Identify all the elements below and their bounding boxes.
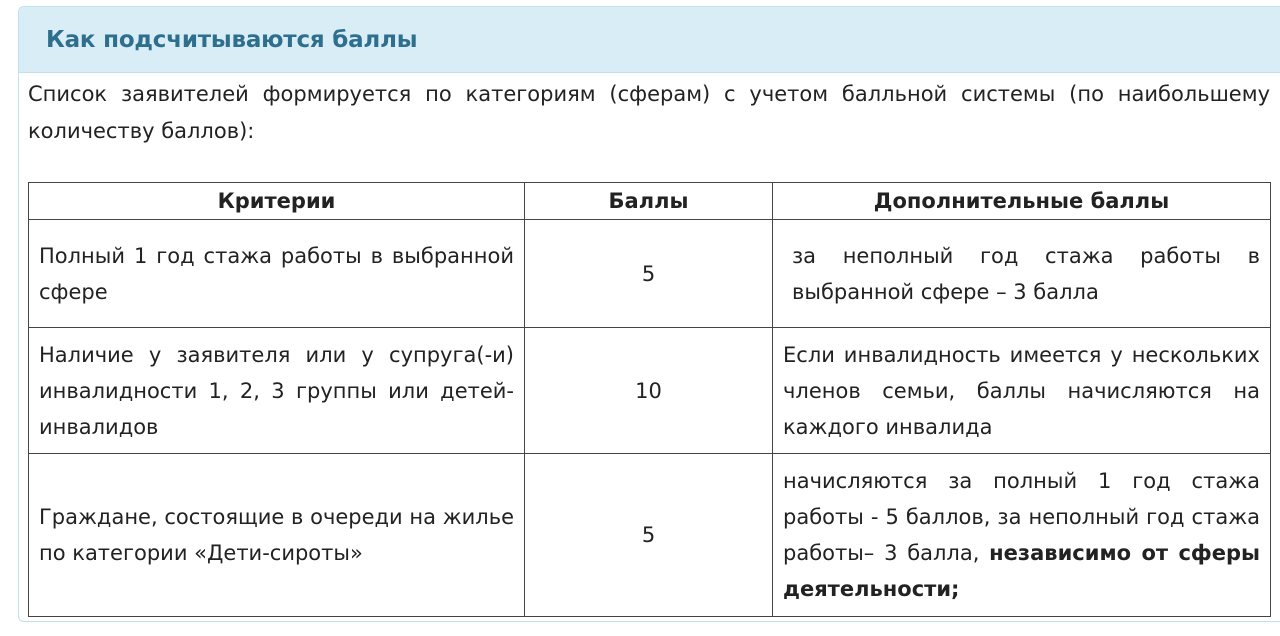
column-header-criteria: Критерии — [29, 183, 525, 220]
table-header-row — [29, 183, 1271, 220]
scoring-table — [28, 182, 1271, 617]
column-header-extra-points: Дополнительные баллы — [773, 183, 1271, 220]
criterion-cell: Граждане, состоящие в очереди на жилье по категории «Дети-сироты» — [29, 454, 525, 617]
table-row — [29, 454, 1271, 617]
points-cell: 10 — [525, 328, 773, 454]
intro-text: Список заявителей формируется по категориям (сферам) с учетом балльной системы (по наибольшему количеству баллов): — [28, 82, 1270, 143]
panel-title: Как подсчитываются баллы — [46, 26, 418, 53]
table-row — [29, 220, 1271, 328]
extra-points-cell: Если инвалидность имеется у нескольких членов семьи, баллы начисляются на каждого инвалида — [773, 328, 1271, 454]
extra-points-text: начисляются за полный 1 год стажа работы - 5 баллов, за неполный год стажа работы– 3 балла, — [783, 469, 1260, 565]
criterion-cell: Наличие у заявителя или у супруга(-и) инвалидности 1, 2, 3 группы или детей-инвалидов — [29, 328, 525, 454]
extra-points-cell: за неполный год стажа работы в выбранной сфере – 3 балла — [773, 220, 1271, 328]
table-row — [29, 328, 1271, 454]
points-cell: 5 — [525, 454, 773, 617]
column-header-points: Баллы — [525, 183, 773, 220]
criterion-cell: Полный 1 год стажа работы в выбранной сфере — [29, 220, 525, 328]
extra-points-cell — [773, 454, 1271, 617]
panel-content — [18, 6, 1280, 622]
points-cell: 5 — [525, 220, 773, 328]
extra-points-emphasis: независимо от сферы деятельности; — [783, 541, 1260, 601]
